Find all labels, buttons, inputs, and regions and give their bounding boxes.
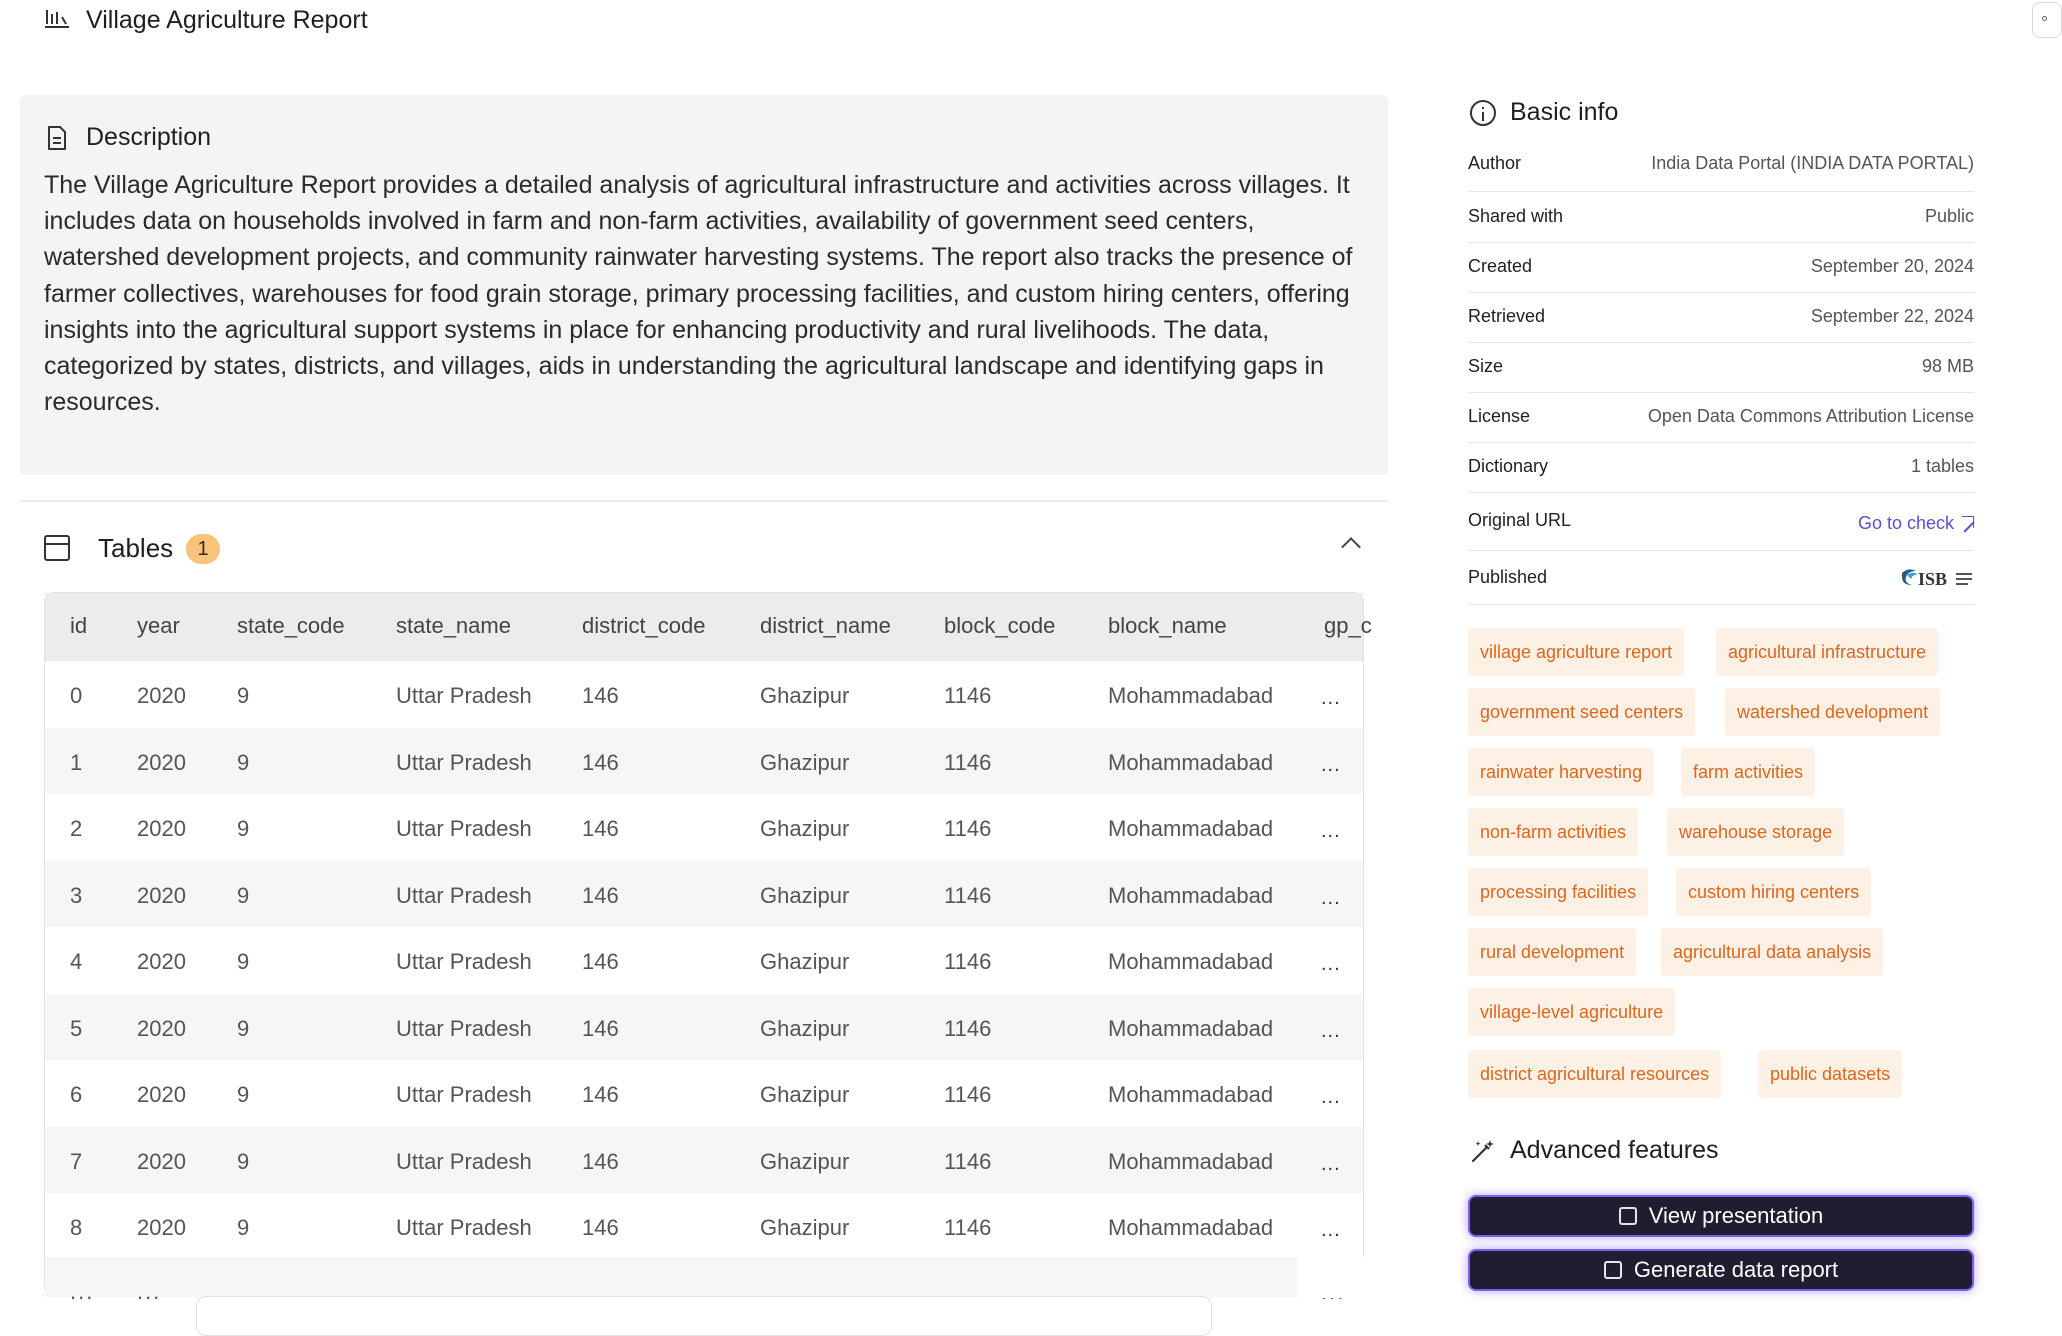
- advanced-features-heading: Advanced features: [1510, 1136, 1719, 1164]
- cell-block-code: 1146: [944, 1215, 992, 1240]
- column-header[interactable]: state_code: [237, 613, 345, 638]
- cell-district-name: Ghazipur: [760, 1082, 850, 1107]
- top-bar: [0, 0, 2048, 44]
- info-label: Author: [1468, 153, 1522, 173]
- view-presentation-button[interactable]: [1468, 1195, 1974, 1237]
- info-label: Shared with: [1468, 206, 1564, 226]
- column-header[interactable]: gp_c: [1324, 613, 1372, 638]
- column-header[interactable]: district_name: [760, 613, 891, 638]
- cell-state-name: Uttar Pradesh: [396, 1082, 532, 1107]
- cell-state-name: Uttar Pradesh: [396, 683, 532, 708]
- cell-block-code: 1146: [944, 816, 992, 841]
- cell-year: 2020: [137, 1082, 186, 1107]
- tag-chip[interactable]: public datasets: [1758, 1050, 1902, 1098]
- tag-chip[interactable]: government seed centers: [1468, 688, 1695, 736]
- cell-id: 4: [70, 949, 83, 974]
- report-icon: [1604, 1261, 1622, 1279]
- info-icon: [1470, 100, 1496, 126]
- data-table[interactable]: [44, 592, 1372, 1304]
- cell-year: 2020: [137, 749, 186, 775]
- cell-block-code: 1146: [944, 749, 992, 775]
- cell-block-name: Mohammadabad: [1108, 882, 1274, 908]
- cell-block-name: Mohammadabad: [1108, 1015, 1274, 1041]
- cell-truncated: ...: [1321, 1019, 1341, 1042]
- presentation-icon: [1619, 1207, 1637, 1225]
- column-header[interactable]: state_name: [396, 613, 511, 638]
- generate-data-report-button[interactable]: [1468, 1249, 1974, 1291]
- cell-truncated: ...: [1321, 820, 1341, 842]
- table-row[interactable]: [45, 794, 1363, 861]
- cell-id: 6: [70, 1082, 83, 1107]
- info-row-original-url: [1468, 493, 1974, 551]
- table-row[interactable]: [45, 1127, 1363, 1194]
- cell-truncated: ...: [70, 1279, 95, 1304]
- tables-count-badge: 1: [186, 534, 220, 564]
- info-value: September 22, 2024: [1810, 306, 1974, 326]
- cell-district-code: 146: [582, 749, 619, 775]
- cell-state-code: 9: [237, 816, 250, 841]
- column-header[interactable]: district_code: [582, 613, 706, 638]
- cell-state-name: Uttar Pradesh: [396, 949, 532, 974]
- info-value: Open Data Commons Attribution License: [1647, 406, 1974, 426]
- info-row-created: [1468, 243, 1974, 293]
- tag-chip[interactable]: village agriculture report: [1468, 628, 1684, 676]
- cell-state-code: 9: [237, 1215, 250, 1240]
- cell-district-name: Ghazipur: [760, 949, 850, 974]
- button-label: Generate data report: [1633, 1257, 1839, 1282]
- cell-state-name: Uttar Pradesh: [396, 749, 532, 775]
- cell-district-name: Ghazipur: [760, 1148, 850, 1174]
- table-header-row: [45, 593, 1372, 661]
- table-row[interactable]: [45, 861, 1363, 928]
- table-row[interactable]: [45, 927, 1363, 994]
- info-row-dictionary: [1468, 443, 1974, 493]
- cell-year: 2020: [137, 816, 186, 841]
- cell-id: 5: [70, 1015, 83, 1041]
- cell-block-code: 1146: [944, 1082, 992, 1107]
- cell-district-name: Ghazipur: [760, 882, 850, 908]
- tables-section-header[interactable]: [44, 530, 1364, 570]
- cell-block-name: Mohammadabad: [1108, 816, 1274, 841]
- cell-district-code: 146: [582, 1215, 619, 1240]
- cell-state-name: Uttar Pradesh: [396, 816, 532, 841]
- table-icon: [44, 535, 70, 561]
- info-label: Published: [1468, 567, 1548, 587]
- cell-block-code: 1146: [944, 882, 992, 908]
- cell-state-code: 9: [237, 1148, 250, 1174]
- cell-truncated: ...: [1321, 886, 1341, 909]
- cell-state-name: Uttar Pradesh: [396, 1015, 532, 1041]
- external-link-icon: [1962, 516, 1974, 528]
- cell-year: 2020: [137, 1215, 186, 1240]
- cell-year: 2020: [137, 1015, 186, 1041]
- cell-block-code: 1146: [944, 1148, 992, 1174]
- table-row-partial: [45, 1257, 1363, 1304]
- bar-chart-icon: [44, 8, 70, 30]
- cell-id: 0: [70, 683, 83, 708]
- document-icon: [46, 125, 68, 151]
- settings-icon: [2042, 16, 2047, 21]
- cell-id: 8: [70, 1215, 83, 1240]
- cell-state-name: Uttar Pradesh: [396, 1215, 532, 1240]
- cell-state-code: 9: [237, 949, 250, 974]
- magic-wand-icon: [1470, 1138, 1496, 1164]
- cell-state-code: 9: [237, 683, 250, 708]
- cell-truncated: ...: [1321, 1219, 1341, 1241]
- cell-district-code: 146: [582, 1082, 619, 1107]
- tag-chip[interactable]: farm activities: [1681, 748, 1815, 796]
- column-header[interactable]: block_code: [944, 613, 1056, 638]
- info-label: License: [1468, 406, 1531, 426]
- info-value: 98 MB: [1921, 356, 1974, 376]
- cell-district-name: Ghazipur: [760, 1015, 850, 1041]
- info-label: Created: [1468, 256, 1533, 276]
- info-value: September 20, 2024: [1810, 256, 1974, 276]
- description-heading: Description: [86, 123, 212, 151]
- cell-state-name: Uttar Pradesh: [396, 1148, 532, 1174]
- tag-chip[interactable]: processing facilities: [1468, 868, 1648, 916]
- info-label: Original URL: [1468, 510, 1572, 530]
- cell-district-name: Ghazipur: [760, 816, 850, 841]
- cell-id: 7: [70, 1148, 83, 1174]
- button-label: View presentation: [1648, 1203, 1824, 1228]
- column-header[interactable]: id: [70, 613, 88, 638]
- tag-chip[interactable]: village-level agriculture: [1468, 988, 1675, 1036]
- cell-state-code: 9: [237, 882, 250, 908]
- cell-id: 1: [70, 749, 83, 775]
- column-header[interactable]: block_name: [1108, 613, 1227, 638]
- tag-chip[interactable]: warehouse storage: [1667, 808, 1844, 856]
- cell-district-code: 146: [582, 1015, 619, 1041]
- description-text: The Village Agriculture Report provides a detailed analysis of agricultural infrastructure and activities across villages. It includes data on households involved in farm and non-farm activities, availability of government seed centers, watershed development projects, and community rainwater harvesting systems. The report also tracks the presence of farmer collectives, warehouses for food grain storage, primary processing facilities, and custom hiring centers, offering insights into the agricultural support systems in place for enhancing productivity and rural livelihoods. The data, categorized by states, districts, and villages, aids in understanding the agricultural landscape and identifying gaps in resources.: [44, 171, 1353, 417]
- tag-chip[interactable]: district agricultural resources: [1468, 1050, 1721, 1098]
- cell-truncated: ...: [1321, 687, 1341, 709]
- cell-block-code: 1146: [944, 683, 992, 708]
- tag-chip[interactable]: agricultural data analysis: [1661, 928, 1883, 976]
- cell-block-name: Mohammadabad: [1108, 1082, 1274, 1107]
- table-row[interactable]: [45, 728, 1363, 795]
- cell-year: 2020: [137, 1148, 186, 1174]
- svg-text:ISB: ISB: [1918, 569, 1948, 589]
- table-corner: [1297, 1257, 1365, 1298]
- info-row-size: [1468, 343, 1974, 393]
- description-card: [20, 95, 1388, 475]
- cell-id: 3: [70, 882, 83, 908]
- info-label: Retrieved: [1468, 306, 1546, 326]
- info-value: 1 tables: [1910, 456, 1974, 476]
- cell-district-name: Ghazipur: [760, 1215, 850, 1240]
- corner-menu-button[interactable]: [2032, 2, 2062, 38]
- column-header[interactable]: year: [137, 613, 180, 638]
- cell-district-code: 146: [582, 949, 619, 974]
- info-row-retrieved: [1468, 293, 1974, 343]
- cell-truncated: ...: [1321, 753, 1341, 776]
- cell-truncated: ...: [137, 1279, 162, 1304]
- cell-block-name: Mohammadabad: [1108, 683, 1274, 708]
- cell-block-code: 1146: [944, 1015, 992, 1041]
- cell-year: 2020: [137, 949, 186, 974]
- cell-block-name: Mohammadabad: [1108, 1148, 1274, 1174]
- tag-chip[interactable]: agricultural infrastructure: [1716, 628, 1938, 676]
- cell-year: 2020: [137, 882, 186, 908]
- cell-id: 2: [70, 816, 83, 841]
- table-row[interactable]: [45, 1193, 1363, 1260]
- tag-chip[interactable]: custom hiring centers: [1676, 868, 1871, 916]
- info-row-published: [1468, 551, 1974, 605]
- cell-district-code: 146: [582, 882, 619, 908]
- cell-year: 2020: [137, 683, 186, 708]
- tag-chip[interactable]: rural development: [1468, 928, 1636, 976]
- table-row[interactable]: [45, 1060, 1363, 1127]
- page-title: Village Agriculture Report: [86, 6, 368, 34]
- info-row-author: [1468, 152, 1974, 192]
- tag-chip[interactable]: watershed development: [1725, 688, 1940, 736]
- cell-block-name: Mohammadabad: [1108, 1215, 1274, 1240]
- cell-district-code: 146: [582, 1148, 619, 1174]
- cell-district-code: 146: [582, 816, 619, 841]
- cell-state-code: 9: [237, 1082, 250, 1107]
- section-divider: [20, 500, 1388, 502]
- go-to-check-link[interactable]: [1858, 513, 1974, 534]
- cell-block-name: Mohammadabad: [1108, 949, 1274, 974]
- cell-truncated: ...: [1321, 1152, 1341, 1175]
- info-row-shared: [1468, 192, 1974, 243]
- tag-chip[interactable]: rainwater harvesting: [1468, 748, 1654, 796]
- basic-info-heading: Basic info: [1510, 98, 1619, 126]
- cell-truncated: ...: [1321, 1086, 1341, 1108]
- tag-chip[interactable]: non-farm activities: [1468, 808, 1638, 856]
- info-label: Size: [1468, 356, 1504, 376]
- cell-truncated: ...: [1321, 953, 1341, 975]
- tables-heading: Tables: [98, 533, 174, 563]
- cell-district-name: Ghazipur: [760, 749, 850, 775]
- table-row[interactable]: [45, 661, 1363, 728]
- cell-block-name: Mohammadabad: [1108, 749, 1274, 775]
- cell-district-name: Ghazipur: [760, 683, 850, 708]
- link-label: Go to check: [1857, 513, 1954, 533]
- chevron-up-icon[interactable]: [1341, 537, 1361, 557]
- cell-state-code: 9: [237, 749, 250, 775]
- cell-state-code: 9: [237, 1015, 250, 1041]
- info-value: India Data Portal (INDIA DATA PORTAL): [1651, 153, 1974, 173]
- bottom-panel[interactable]: [196, 1296, 1212, 1336]
- publisher-logo: [1898, 565, 1974, 591]
- info-value: Public: [1924, 206, 1974, 226]
- info-label: Dictionary: [1468, 456, 1549, 476]
- cell-block-code: 1146: [944, 949, 992, 974]
- table-row[interactable]: [45, 994, 1363, 1061]
- cell-district-code: 146: [582, 683, 619, 708]
- cell-state-name: Uttar Pradesh: [396, 882, 532, 908]
- info-row-license: [1468, 393, 1974, 443]
